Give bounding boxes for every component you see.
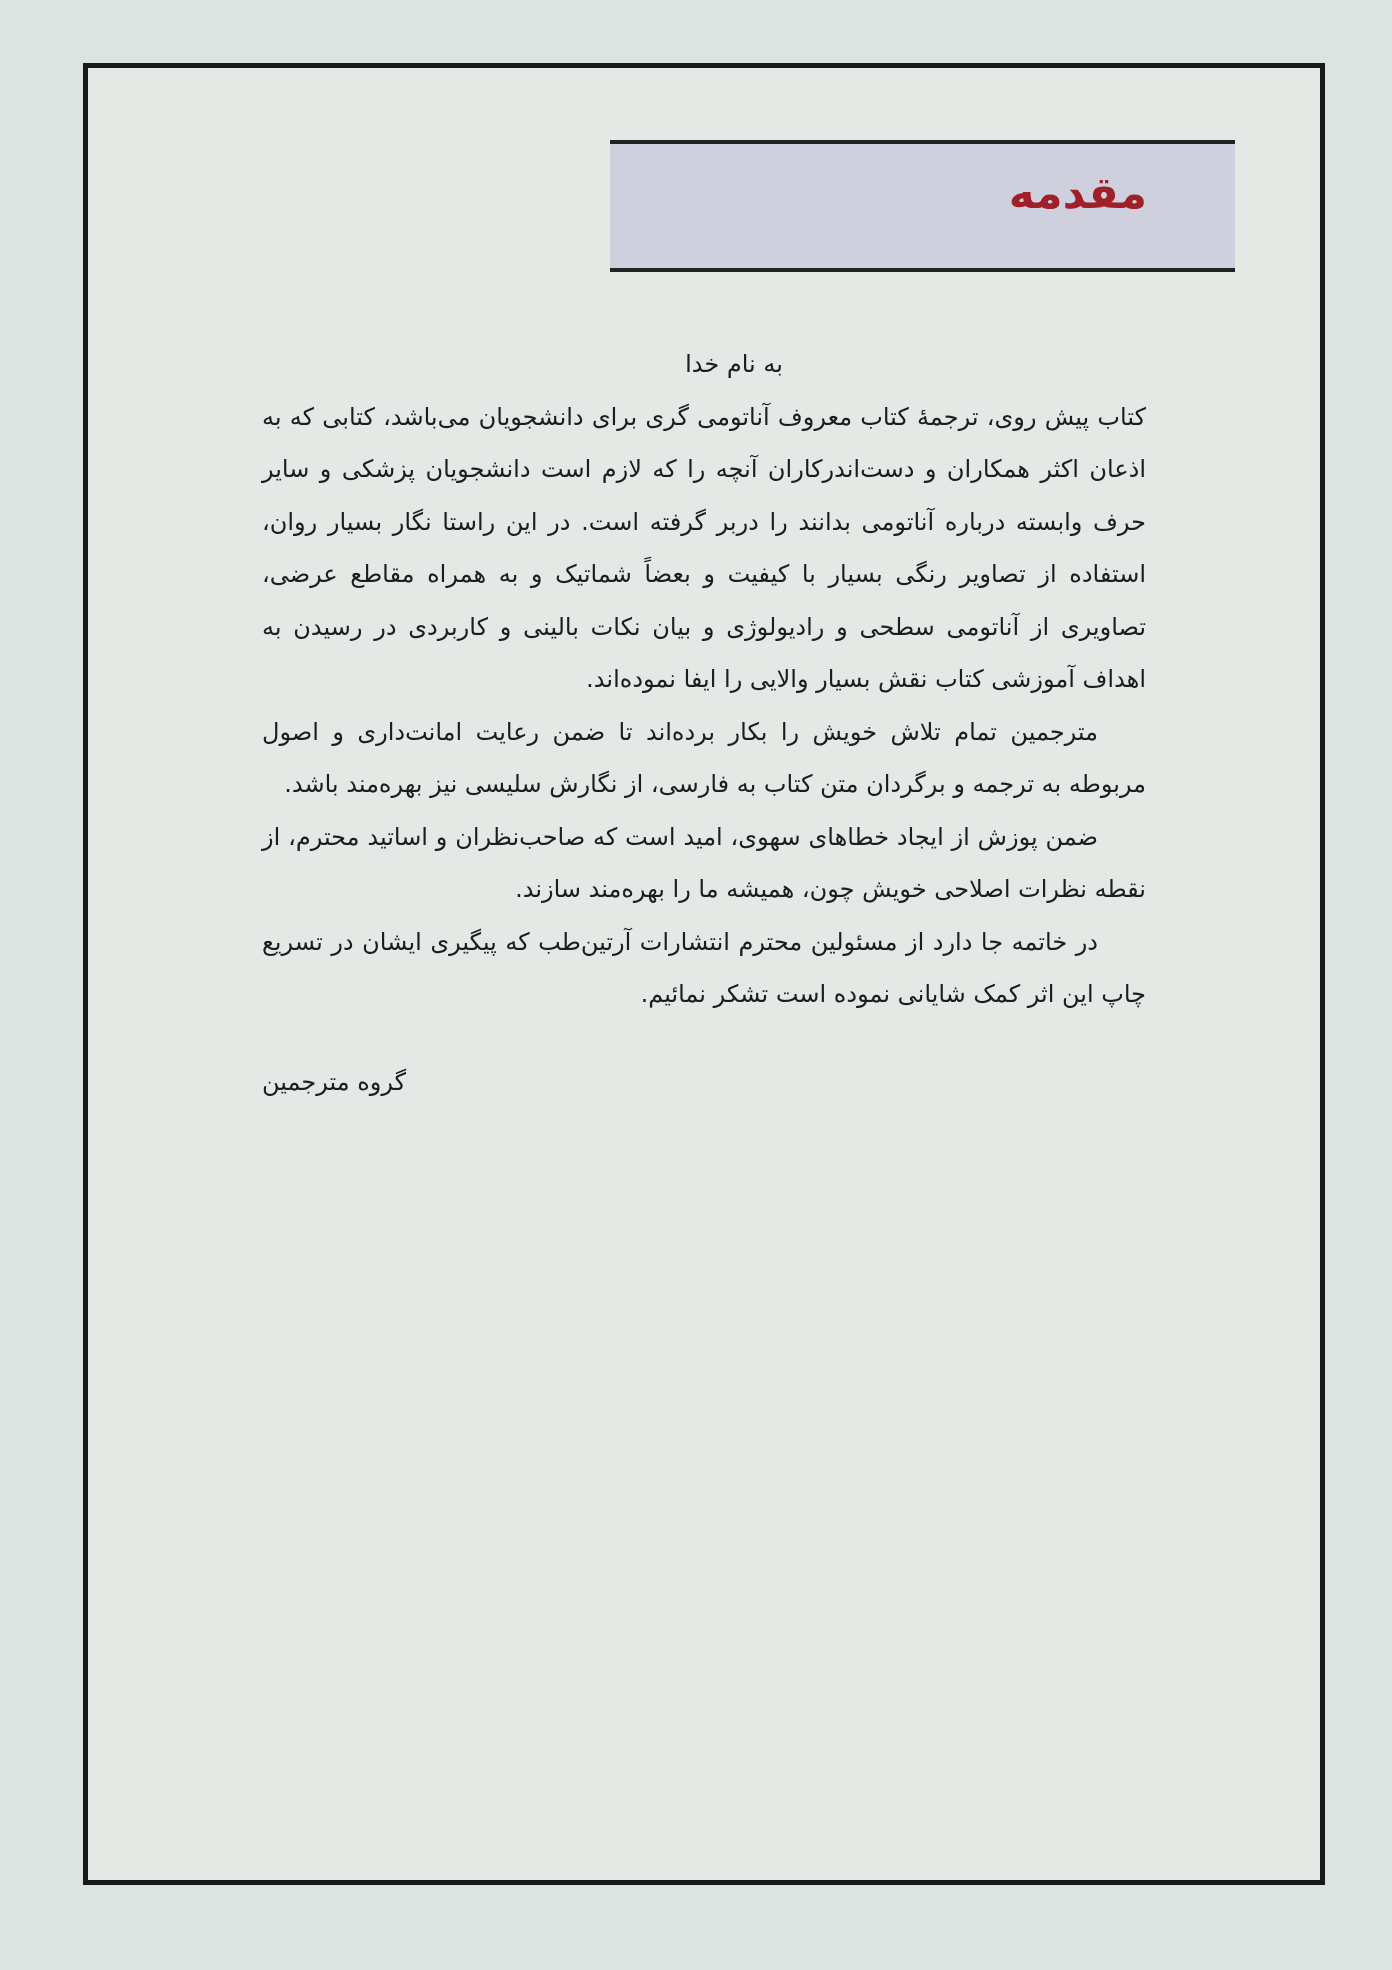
page-title: مقدمه	[1008, 168, 1147, 219]
paragraph-2: مترجمین تمام تلاش خویش را بکار برده‌اند تا ضمن رعایت امانت‌داری و اصول مربوطه به ترجمه و برگردان متن کتاب به فارسی، از نگارش سلیسی نیز بهره‌مند باشد.	[262, 717, 1146, 798]
signature-line: گروه مترجمین	[262, 1068, 407, 1096]
paragraph-4: در خاتمه جا دارد از مسئولین محترم انتشارات آرتین‌طب که پیگیری ایشان در تسریع چاپ این اثر کمک شایانی نموده است تشکر نمائیم.	[262, 927, 1146, 1008]
paragraph-3: ضمن پوزش از ایجاد خطاهای سهوی، امید است که صاحب‌نظران و اساتید محترم، از نقطه نظرات اصلاحی خویش چون، همیشه ما را بهره‌مند سازند.	[262, 822, 1146, 903]
heading-banner	[610, 140, 1235, 272]
preface-body	[262, 338, 1146, 1021]
paragraph-1: کتاب پیش روی، ترجمهٔ کتاب معروف آناتومی گری برای دانشجویان می‌باشد، کتابی که به اذعان اکثر همکاران و دست‌اندرکاران آنچه را که لازم است دانشجویان پزشکی و سایر حرف وابسته درباره آناتومی بدانند را دربر گرفته است. در این راستا نگار بسیار روان، استفاده از تصاویر رنگی بسیار با کیفیت و بعضاً شماتیک و به همراه مقاطع عرضی، تصاویری از آناتومی سطحی و رادیولوژی و بیان نکات بالینی و کاربردی در رسیدن به اهداف آموزشی کتاب نقش بسیار والایی را ایفا نموده‌اند.	[262, 402, 1146, 693]
basmala-line: به نام خدا	[685, 350, 783, 378]
